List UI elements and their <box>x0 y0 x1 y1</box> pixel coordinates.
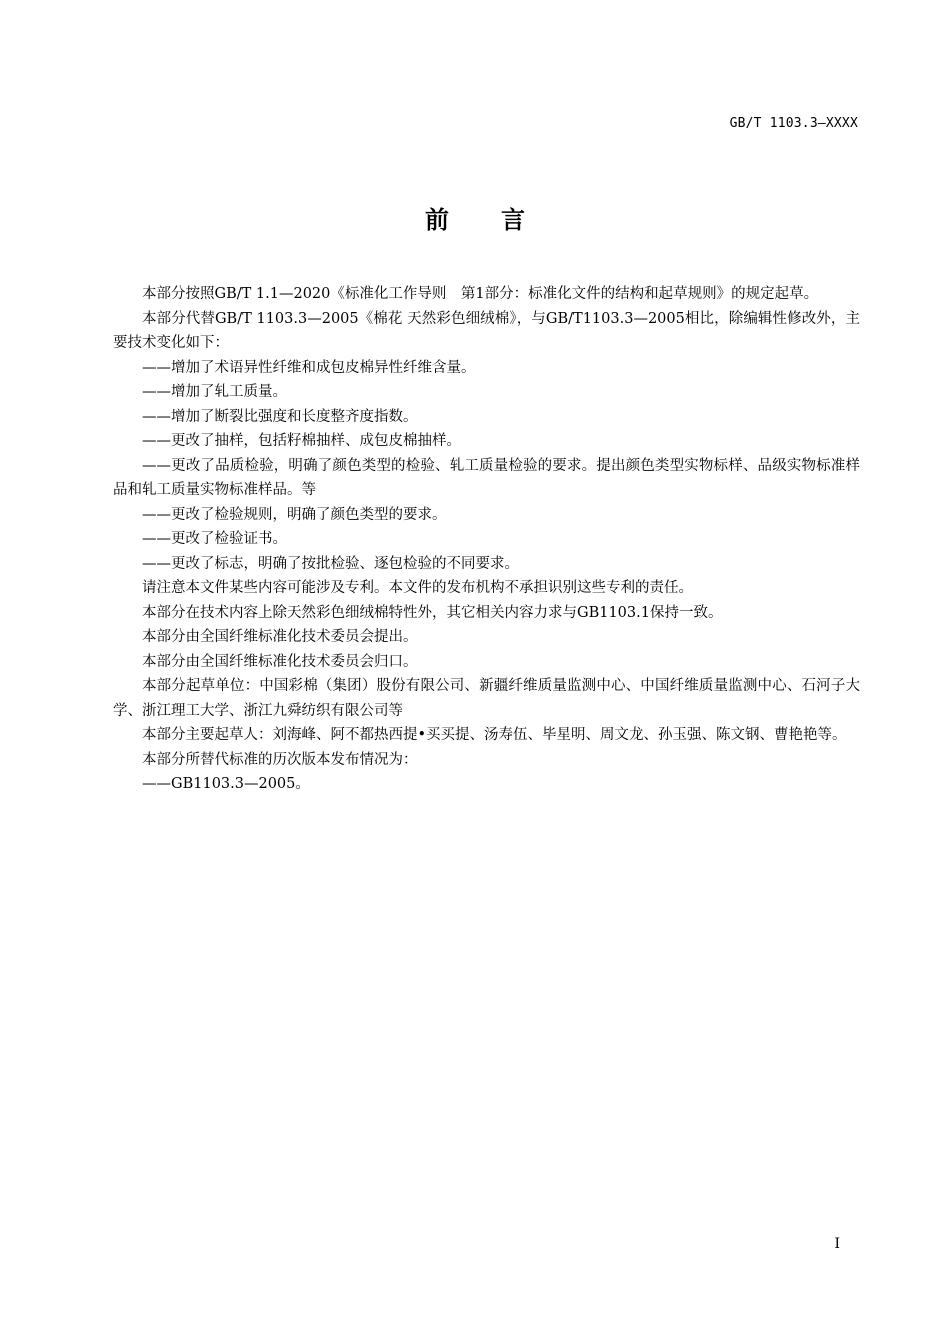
paragraph-drafting-basis: 本部分按照GB/T 1.1—2020《标准化工作导则 第1部分：标准化文件的结构和起草规则》的规定起草。 <box>142 286 819 302</box>
change-item: ——增加了断裂比强度和长度整齐度指数。 <box>142 408 418 425</box>
page-title: 前言 <box>425 206 577 234</box>
history-item: ——GB1103.3—2005。 <box>142 776 310 792</box>
paragraph-proposed-by: 本部分由全国纤维标准化技术委员会提出。 <box>142 629 418 645</box>
change-item: ——增加了术语异性纤维和成包皮棉异性纤维含量。 <box>142 359 476 376</box>
change-item: ——更改了检验证书。 <box>142 531 287 547</box>
paragraph-history: 本部分所替代标准的历次版本发布情况为： <box>142 751 418 768</box>
paragraph-consistency: 本部分在技术内容上除天然彩色细绒棉特性外，其它相关内容力求与GB1103.1保持一致。 <box>142 604 723 621</box>
paragraph-drafters: 本部分主要起草人：刘海峰、阿不都热西提•买买提、汤寿伍、毕星明、周文龙、孙玉强、陈文钢、曹艳艳等。 <box>142 727 847 743</box>
paragraph-centralized-by: 本部分由全国纤维标准化技术委员会归口。 <box>142 653 418 670</box>
page-number: I <box>834 1236 840 1252</box>
paragraph-replacement: 本部分代替GB/T 1103.3—2005《棉花 天然彩色细绒棉》，与GB/T1103.3—2005相比，除编辑性修改外，主要技术变化如下： <box>113 310 860 351</box>
change-item: ——更改了品质检验，明确了颜色类型的检验、轧工质量检验的要求。提出颜色类型实物标样、品级实物标准样品和轧工质量实物标准样品。等 <box>113 457 860 498</box>
change-item: ——更改了标志，明确了按批检验、逐包检验的不同要求。 <box>142 555 519 572</box>
paragraph-drafting-units: 本部分起草单位：中国彩棉（集团）股份有限公司、新疆纤维质量监测中心、中国纤维质量监测中心、石河子大学、浙江理工大学、浙江九舜纺织有限公司等 <box>113 678 860 719</box>
change-item: ——增加了轧工质量。 <box>142 384 287 400</box>
document-code: GB/T 1103.3—XXXX <box>729 116 858 131</box>
paragraph-patent-notice: 请注意本文件某些内容可能涉及专利。本文件的发布机构不承担识别这些专利的责任。 <box>142 580 693 596</box>
change-item: ——更改了检验规则，明确了颜色类型的要求。 <box>142 506 447 523</box>
foreword-body <box>113 282 860 797</box>
change-item: ——更改了抽样，包括籽棉抽样、成包皮棉抽样。 <box>142 433 461 449</box>
